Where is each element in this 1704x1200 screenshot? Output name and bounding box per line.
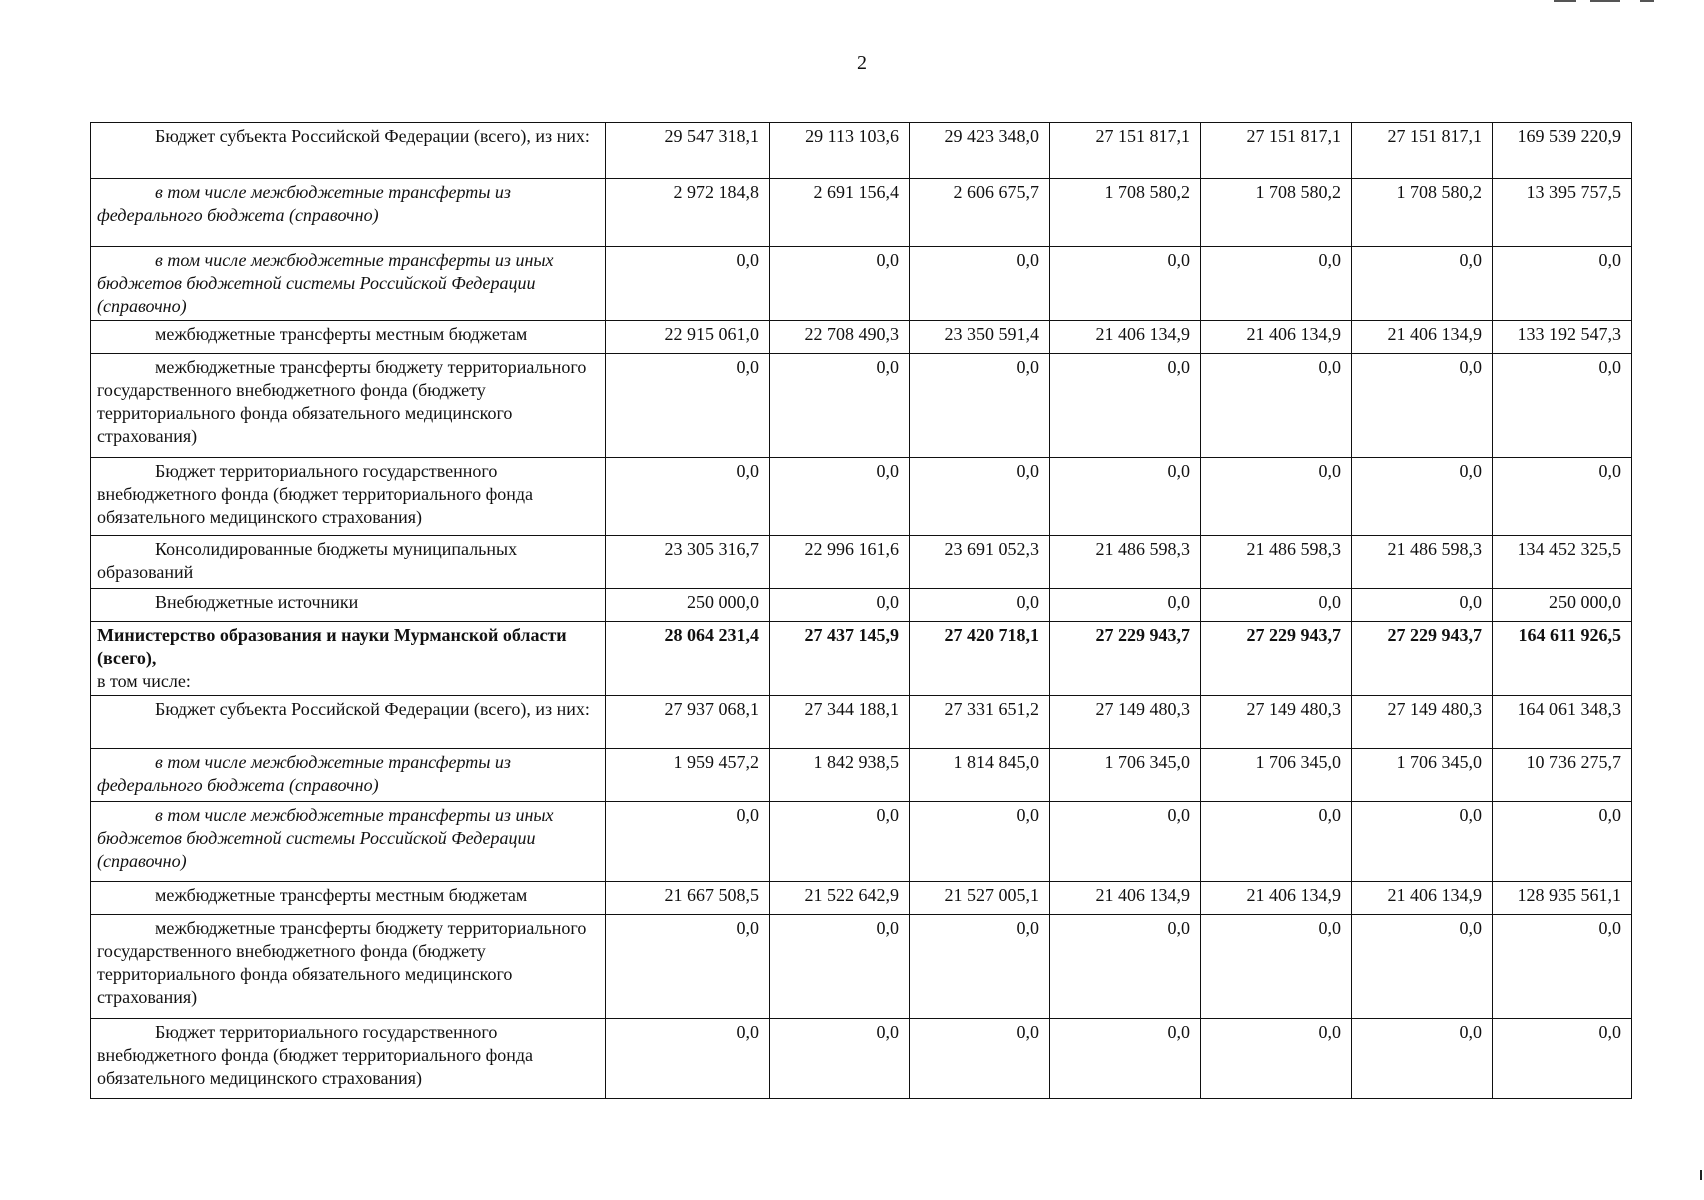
value-cell: 22 915 061,0 [606,321,770,354]
row-label-text: в том числе межбюджетные трансферты из федерального бюджета (справочно) [97,752,511,795]
value-cell: 1 959 457,2 [606,749,770,802]
value-cell: 0,0 [910,589,1050,622]
value-cell: 0,0 [910,1019,1050,1099]
value-cell: 1 708 580,2 [1352,179,1493,247]
row-label [91,1019,606,1099]
row-label [91,123,606,179]
row-label [91,622,606,696]
value-cell: 0,0 [1201,802,1352,882]
row-label [91,589,606,622]
value-cell: 28 064 231,4 [606,622,770,696]
total-cell: 0,0 [1493,802,1632,882]
value-cell: 21 406 134,9 [1352,882,1493,915]
value-cell: 0,0 [606,1019,770,1099]
value-cell: 0,0 [1352,354,1493,458]
value-cell: 27 229 943,7 [1050,622,1201,696]
total-cell: 10 736 275,7 [1493,749,1632,802]
value-cell: 21 406 134,9 [1201,321,1352,354]
value-cell: 21 486 598,3 [1050,536,1201,589]
value-cell: 21 486 598,3 [1201,536,1352,589]
value-cell: 21 406 134,9 [1201,882,1352,915]
row-label-text: Бюджет территориального государственного внебюджетного фонда (бюджет территориального фонда обязательного медицинского страхования) [97,461,534,527]
value-cell: 1 842 938,5 [770,749,910,802]
value-cell: 21 527 005,1 [910,882,1050,915]
total-cell: 133 192 547,3 [1493,321,1632,354]
total-cell: 134 452 325,5 [1493,536,1632,589]
value-cell: 0,0 [1352,802,1493,882]
value-cell: 27 229 943,7 [1201,622,1352,696]
value-cell: 0,0 [910,915,1050,1019]
value-cell: 27 149 480,3 [1050,696,1201,749]
table-row [91,1019,1632,1099]
value-cell: 0,0 [1352,458,1493,536]
value-cell: 0,0 [1352,589,1493,622]
scan-edge-mark [1700,1170,1702,1180]
value-cell: 1 708 580,2 [1050,179,1201,247]
value-cell: 0,0 [1050,354,1201,458]
row-label [91,179,606,247]
total-cell: 169 539 220,9 [1493,123,1632,179]
table-row [91,458,1632,536]
value-cell: 1 706 345,0 [1201,749,1352,802]
value-cell: 27 149 480,3 [1352,696,1493,749]
table-row [91,802,1632,882]
row-label [91,247,606,321]
row-label-text: Бюджет субъекта Российской Федерации (всего), из них: [155,699,590,719]
value-cell: 27 331 651,2 [910,696,1050,749]
value-cell: 0,0 [770,1019,910,1099]
value-cell: 23 305 316,7 [606,536,770,589]
value-cell: 0,0 [770,458,910,536]
value-cell: 27 937 068,1 [606,696,770,749]
value-cell: 22 996 161,6 [770,536,910,589]
total-cell: 13 395 757,5 [1493,179,1632,247]
value-cell: 29 547 318,1 [606,123,770,179]
row-label-text: Бюджет субъекта Российской Федерации (всего), из них: [155,126,590,146]
value-cell: 1 706 345,0 [1352,749,1493,802]
row-label-text: в том числе межбюджетные трансферты из иных бюджетов бюджетной системы Российской Федерации (справочно) [97,250,554,316]
row-label [91,882,606,915]
value-cell: 0,0 [770,589,910,622]
row-label-text: межбюджетные трансферты бюджету территориального государственного внебюджетного фонда (бюджету территориального фонда обязательного медицинского страхования) [97,357,587,446]
value-cell: 0,0 [1050,589,1201,622]
table-row [91,915,1632,1019]
value-cell: 0,0 [1201,354,1352,458]
value-cell: 23 350 591,4 [910,321,1050,354]
total-cell: 0,0 [1493,915,1632,1019]
value-cell: 0,0 [1201,589,1352,622]
total-cell: 0,0 [1493,1019,1632,1099]
value-cell: 27 151 817,1 [1352,123,1493,179]
table-row [91,179,1632,247]
row-label-text: Министерство образования и науки Мурманской области (всего), [97,625,567,668]
value-cell: 21 486 598,3 [1352,536,1493,589]
table-row [91,123,1632,179]
row-label-text: Бюджет территориального государственного внебюджетного фонда (бюджет территориального фонда обязательного медицинского страхования) [97,1022,534,1088]
value-cell: 0,0 [770,354,910,458]
table-row [91,247,1632,321]
value-cell: 27 151 817,1 [1201,123,1352,179]
value-cell: 27 344 188,1 [770,696,910,749]
table-row [91,696,1632,749]
value-cell: 21 406 134,9 [1050,882,1201,915]
value-cell: 0,0 [1352,1019,1493,1099]
value-cell: 0,0 [1050,1019,1201,1099]
value-cell: 0,0 [1352,915,1493,1019]
value-cell: 0,0 [606,247,770,321]
value-cell: 0,0 [910,802,1050,882]
value-cell: 0,0 [606,802,770,882]
row-label [91,321,606,354]
value-cell: 21 667 508,5 [606,882,770,915]
table-body [91,123,1632,1099]
table-row [91,354,1632,458]
total-cell: 164 611 926,5 [1493,622,1632,696]
value-cell: 1 814 845,0 [910,749,1050,802]
value-cell: 1 708 580,2 [1201,179,1352,247]
total-cell: 0,0 [1493,458,1632,536]
value-cell: 0,0 [910,354,1050,458]
value-cell: 2 972 184,8 [606,179,770,247]
row-label-text: в том числе межбюджетные трансферты из федерального бюджета (справочно) [97,182,511,225]
row-label-subtext: в том числе: [97,671,191,691]
value-cell: 27 149 480,3 [1201,696,1352,749]
value-cell: 27 437 145,9 [770,622,910,696]
row-label-text: Консолидированные бюджеты муниципальных образований [97,539,518,582]
value-cell: 0,0 [770,915,910,1019]
value-cell: 29 423 348,0 [910,123,1050,179]
table-row [91,749,1632,802]
total-cell: 128 935 561,1 [1493,882,1632,915]
value-cell: 22 708 490,3 [770,321,910,354]
total-cell: 164 061 348,3 [1493,696,1632,749]
value-cell: 21 522 642,9 [770,882,910,915]
value-cell: 2 691 156,4 [770,179,910,247]
total-cell: 0,0 [1493,354,1632,458]
row-label-text: межбюджетные трансферты местным бюджетам [155,324,528,344]
value-cell: 0,0 [606,354,770,458]
value-cell: 0,0 [770,247,910,321]
table-row [91,536,1632,589]
row-label [91,915,606,1019]
value-cell: 0,0 [1352,247,1493,321]
value-cell: 0,0 [1050,247,1201,321]
row-label [91,458,606,536]
row-label [91,536,606,589]
row-label-text: межбюджетные трансферты местным бюджетам [155,885,528,905]
row-label [91,802,606,882]
value-cell: 29 113 103,6 [770,123,910,179]
value-cell: 21 406 134,9 [1050,321,1201,354]
value-cell: 0,0 [1050,458,1201,536]
value-cell: 0,0 [606,915,770,1019]
value-cell: 0,0 [1050,915,1201,1019]
value-cell: 0,0 [606,458,770,536]
value-cell: 0,0 [1201,915,1352,1019]
value-cell: 1 706 345,0 [1050,749,1201,802]
value-cell: 0,0 [1201,1019,1352,1099]
value-cell: 250 000,0 [606,589,770,622]
value-cell: 0,0 [1201,247,1352,321]
row-label-text: Внебюджетные источники [155,592,359,612]
table-row [91,589,1632,622]
table-row [91,622,1632,696]
table-row [91,321,1632,354]
page-number: 2 [857,52,867,74]
value-cell: 0,0 [910,458,1050,536]
value-cell: 23 691 052,3 [910,536,1050,589]
value-cell: 0,0 [1201,458,1352,536]
row-label-text: в том числе межбюджетные трансферты из иных бюджетов бюджетной системы Российской Федерации (справочно) [97,805,554,871]
value-cell: 27 151 817,1 [1050,123,1201,179]
value-cell: 27 420 718,1 [910,622,1050,696]
total-cell: 0,0 [1493,247,1632,321]
table-row [91,882,1632,915]
row-label [91,696,606,749]
value-cell: 21 406 134,9 [1352,321,1493,354]
value-cell: 27 229 943,7 [1352,622,1493,696]
budget-table [90,122,1632,1099]
row-label [91,749,606,802]
total-cell: 250 000,0 [1493,589,1632,622]
row-label [91,354,606,458]
row-label-text: межбюджетные трансферты бюджету территориального государственного внебюджетного фонда (бюджету территориального фонда обязательного медицинского страхования) [97,918,587,1007]
value-cell: 2 606 675,7 [910,179,1050,247]
scan-corner-mark [1544,0,1704,4]
value-cell: 0,0 [770,802,910,882]
value-cell: 0,0 [1050,802,1201,882]
value-cell: 0,0 [910,247,1050,321]
